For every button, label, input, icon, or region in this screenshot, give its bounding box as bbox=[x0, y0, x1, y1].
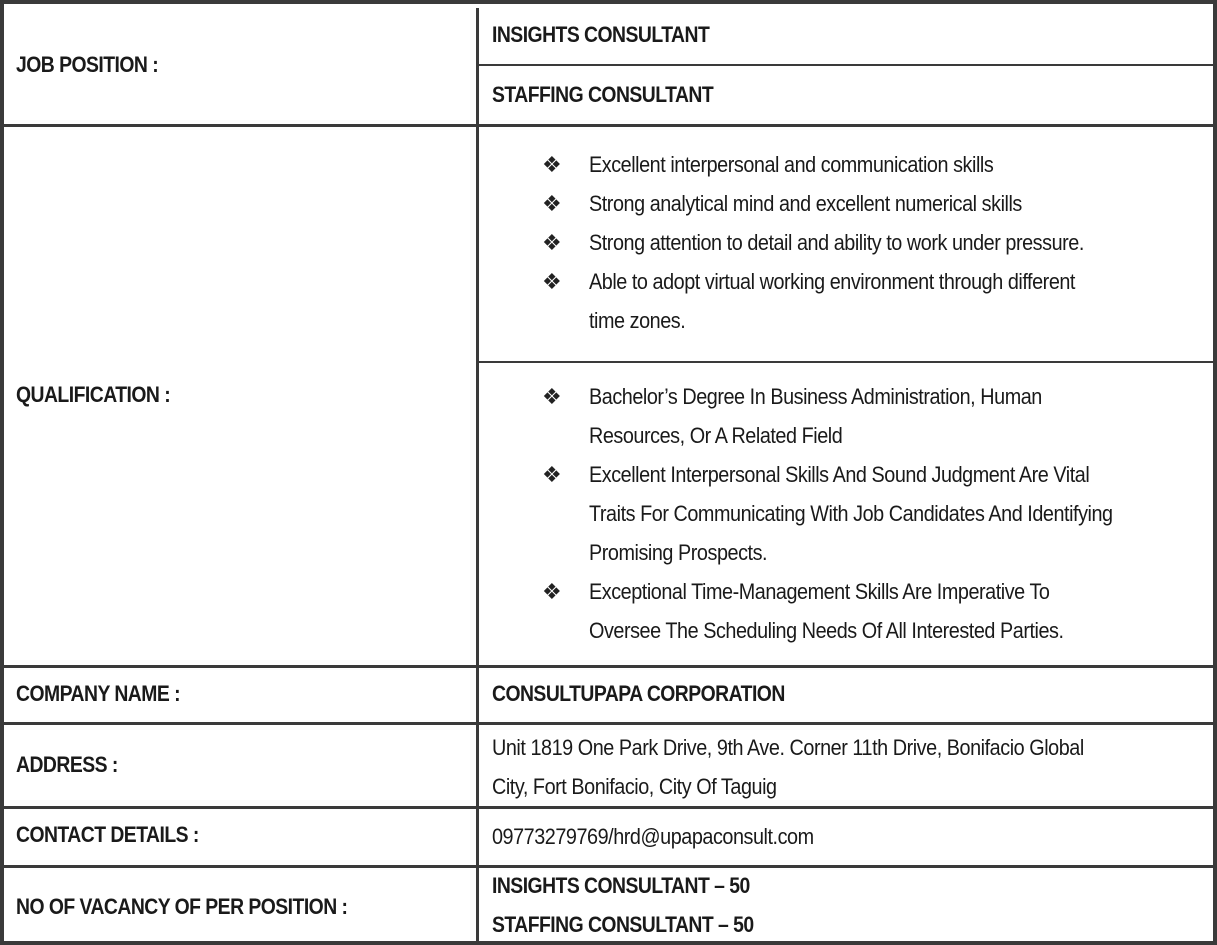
address-value bbox=[492, 728, 1084, 806]
diamond-bullet-icon: ❖ bbox=[542, 230, 562, 255]
list-item: ❖ Exceptional Time-Management Skills Are Imperative To Oversee The Scheduling Needs Of All Interested Parties. bbox=[542, 572, 1171, 650]
row-divider-job-position bbox=[4, 124, 1213, 127]
row-divider-qualifications bbox=[479, 361, 1213, 363]
diamond-bullet-icon: ❖ bbox=[542, 269, 562, 294]
list-item: ❖ Able to adopt virtual working environment through different time zones. bbox=[542, 262, 1139, 340]
position-insights-consultant: INSIGHTS CONSULTANT bbox=[492, 22, 710, 47]
list-item: ❖ Strong attention to detail and ability to work under pressure. bbox=[542, 223, 1139, 262]
address-line-2: City, Fort Bonifacio, City Of Taguig bbox=[492, 774, 777, 799]
job-position-label: JOB POSITION : bbox=[16, 52, 159, 77]
address-line-1: Unit 1819 One Park Drive, 9th Ave. Corner 11th Drive, Bonifacio Global bbox=[492, 735, 1084, 760]
address-label: ADDRESS : bbox=[16, 752, 118, 777]
list-item: ❖ Strong analytical mind and excellent numerical skills bbox=[542, 184, 1139, 223]
list-item: ❖ Excellent interpersonal and communication skills bbox=[542, 145, 1139, 184]
list-item: ❖ Excellent Interpersonal Skills And Sound Judgment Are Vital Traits For Communicating With Job Candidates And Identifying Promising Prospects. bbox=[542, 455, 1171, 572]
company-name-value: CONSULTUPAPA CORPORATION bbox=[492, 681, 785, 706]
row-divider-positions bbox=[479, 64, 1213, 66]
vacancy-label: NO OF VACANCY OF PER POSITION : bbox=[16, 894, 348, 919]
contact-details-label: CONTACT DETAILS : bbox=[16, 822, 199, 847]
position-staffing-consultant: STAFFING CONSULTANT bbox=[492, 82, 714, 107]
diamond-bullet-icon: ❖ bbox=[542, 152, 562, 177]
contact-details-value: 09773279769/hrd@upapaconsult.com bbox=[492, 824, 814, 849]
row-divider-address bbox=[4, 806, 1213, 809]
company-name-label: COMPANY NAME : bbox=[16, 681, 180, 706]
insights-qualification-list bbox=[542, 145, 1139, 340]
vacancy-insights: INSIGHTS CONSULTANT – 50 bbox=[492, 873, 750, 898]
diamond-bullet-icon: ❖ bbox=[542, 579, 562, 604]
staffing-qualification-list bbox=[542, 377, 1171, 650]
row-divider-qualification bbox=[4, 665, 1213, 668]
list-item: ❖ Bachelor’s Degree In Business Administration, Human Resources, Or A Related Field bbox=[542, 377, 1171, 455]
diamond-bullet-icon: ❖ bbox=[542, 462, 562, 487]
diamond-bullet-icon: ❖ bbox=[542, 191, 562, 216]
diamond-bullet-icon: ❖ bbox=[542, 384, 562, 409]
vacancy-staffing: STAFFING CONSULTANT – 50 bbox=[492, 912, 754, 937]
row-divider-contact bbox=[4, 865, 1213, 868]
row-divider-company bbox=[4, 722, 1213, 725]
column-divider bbox=[476, 8, 479, 945]
qualification-label: QUALIFICATION : bbox=[16, 382, 171, 407]
